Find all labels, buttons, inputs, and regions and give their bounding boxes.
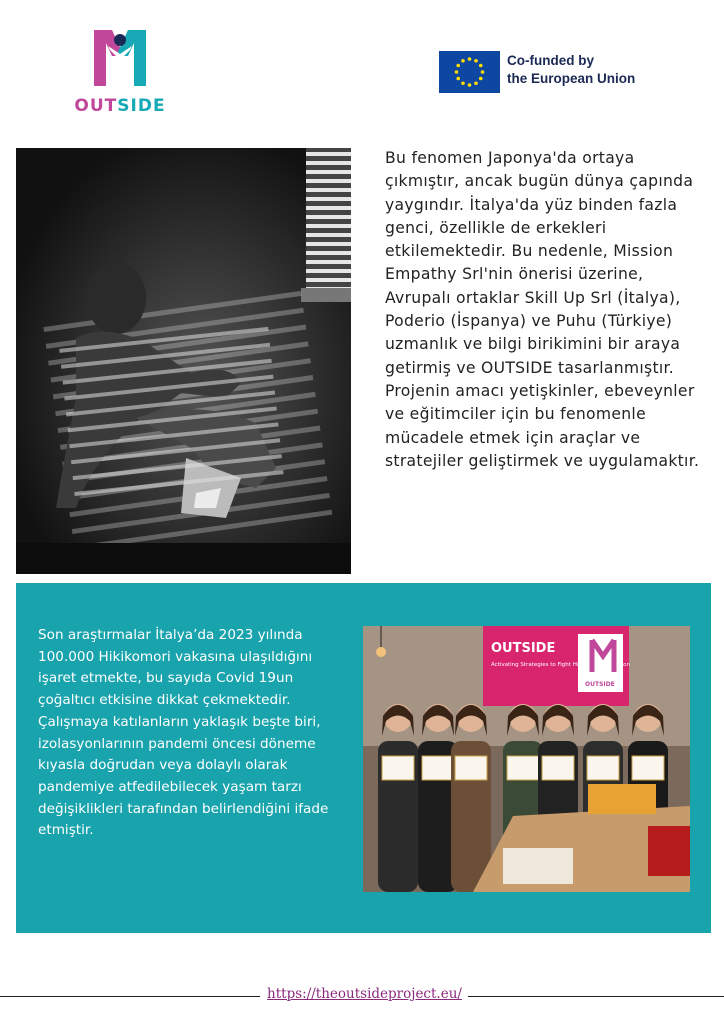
logo-word-part1: OUT bbox=[74, 96, 118, 116]
eu-text-line2: the European Union bbox=[507, 71, 636, 86]
research-paragraph bbox=[38, 625, 353, 842]
research-paragraph-part1: Son araştırmalar İtalya’da 2023 yılında 100.000 Hikikomori vakasına ulaşıldığını işaret etmekte, bu sayıda Covid 19un çoğaltıcı etkisine dikkat çekmektedir. bbox=[38, 627, 313, 709]
eu-text bbox=[507, 52, 635, 88]
research-paragraph-part2: Çalışmaya katılanların yaklaşık beşte biri, izolasyonlarının pandemi öncesi döneme kıyasla doğrudan veya dolaylı olarak pandemiye atfedilebilecek yaşam tarzı değişiklikleri tarafından belirlendiğini ifade etmiştir. bbox=[38, 713, 329, 839]
eu-cofunded-badge bbox=[439, 49, 669, 95]
person-arms-raised-icon bbox=[90, 24, 150, 90]
footer-divider-left bbox=[0, 996, 260, 997]
workshop-group-photo bbox=[363, 626, 690, 892]
intro-paragraph: Bu fenomen Japonya'da ortaya çıkmıştır, ancak bugün dünya çapında yaygındır. İtalya'da yüz binden fazla genci, özellikle de erkekleri etkilemektedir. Bu nedenle, Mission Empathy Srl'nin önerisi üzerine, Avrupalı ortaklar Skill Up Srl (İtalya), Poderio (İspanya) ve Puhu (Türkiye) uzmanlık ve bilgi birikimini bir araya getirmiş ve OUTSIDE tasarlanmıştır. Projenin amacı yetişkinler, ebeveynler ve eğitimciler için bu fenomenle mücadele etmek için araçlar ve stratejiler geliştirmek ve uygulamaktır. bbox=[385, 149, 700, 470]
person-sitting-by-window-photo bbox=[16, 148, 351, 574]
screen-brand: OUTSIDE bbox=[585, 681, 615, 688]
footer-divider-right bbox=[468, 996, 724, 997]
outside-logo bbox=[70, 24, 170, 120]
website-link[interactable]: https://theoutsideproject.eu/ bbox=[267, 986, 462, 1002]
screen-title: OUTSIDE bbox=[491, 641, 556, 656]
screen-subtitle: Activating Strategies to Fight Hikikomori Condition bbox=[491, 662, 630, 668]
logo-wordmark bbox=[70, 96, 170, 116]
eu-flag-icon bbox=[439, 51, 500, 93]
logo-word-part2: SIDE bbox=[117, 96, 166, 116]
eu-text-line1: Co-funded by bbox=[507, 53, 594, 68]
